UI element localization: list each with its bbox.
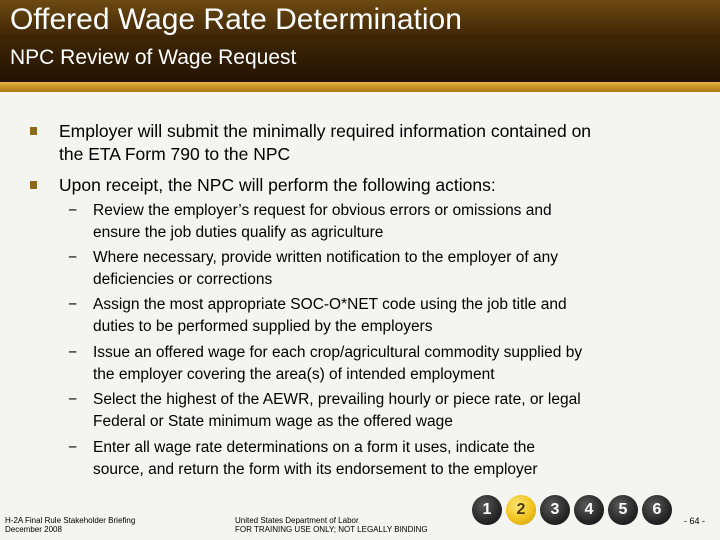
sub-item-line: Review the employer’s request for obvious errors or omissions and xyxy=(93,202,552,219)
sub-item-line: Issue an offered wage for each crop/agricultural commodity supplied by xyxy=(93,344,583,361)
dash-bullet: − xyxy=(68,439,78,456)
step-4-icon: 4 xyxy=(574,495,604,525)
footer-department-info xyxy=(235,516,428,534)
footer-briefing-info xyxy=(5,516,135,534)
footer-department-name: United States Department of Labor xyxy=(235,516,359,525)
sub-item-text xyxy=(93,294,683,338)
slide-header xyxy=(0,0,720,82)
footer-briefing-title: H-2A Final Rule Stakeholder Briefing xyxy=(5,516,136,525)
sub-item-text xyxy=(93,342,683,386)
dash-bullet: − xyxy=(68,391,78,408)
dash-bullet: − xyxy=(68,296,78,313)
sub-item-line: Assign the most appropriate SOC-O*NET code using the job title and xyxy=(93,296,567,313)
square-bullet-icon xyxy=(30,181,37,189)
step-3-icon: 3 xyxy=(540,495,570,525)
dash-bullet: − xyxy=(68,344,78,361)
square-bullet-icon xyxy=(30,127,37,135)
step-6-icon: 6 xyxy=(642,495,672,525)
sub-item-line: source, and return the form with its endorsement to the employer xyxy=(93,461,538,478)
slide-subtitle: NPC Review of Wage Request xyxy=(10,46,297,69)
sub-item-line: Federal or State minimum wage as the offered wage xyxy=(93,413,453,430)
sub-item-line: the employer covering the area(s) of intended employment xyxy=(93,366,495,383)
sub-item-line: duties to be performed supplied by the employers xyxy=(93,318,433,335)
dash-bullet: − xyxy=(68,249,78,266)
bullet-line: the ETA Form 790 to the NPC xyxy=(59,144,291,164)
sub-item-line: Enter all wage rate determinations on a form it uses, indicate the xyxy=(93,439,535,456)
bullet-line: Employer will submit the minimally required information contained on xyxy=(59,121,592,141)
sub-item-line: Select the highest of the AEWR, prevailing hourly or piece rate, or legal xyxy=(93,391,581,408)
step-2-icon: 2 xyxy=(506,495,536,525)
sub-item-text xyxy=(93,247,683,291)
sub-item-line: deficiencies or corrections xyxy=(93,271,273,288)
dash-bullet: − xyxy=(68,202,78,219)
slide-title: Offered Wage Rate Determination xyxy=(10,3,462,36)
footer-disclaimer: FOR TRAINING USE ONLY; NOT LEGALLY BINDING xyxy=(235,525,428,534)
bullet-line: Upon receipt, the NPC will perform the following actions: xyxy=(59,175,496,195)
page-number: - 64 - xyxy=(684,516,706,526)
sub-item-text xyxy=(93,389,683,433)
bullet-text xyxy=(59,120,699,166)
sub-item-text xyxy=(93,200,683,244)
sub-item-line: Where necessary, provide written notification to the employer of any xyxy=(93,249,558,266)
sub-item-line: ensure the job duties qualify as agriculture xyxy=(93,224,384,241)
step-1-icon: 1 xyxy=(472,495,502,525)
footer-briefing-date: December 2008 xyxy=(5,525,62,534)
sub-item-text xyxy=(93,437,683,481)
header-accent-bar xyxy=(0,82,720,92)
bullet-text xyxy=(59,174,699,197)
step-5-icon: 5 xyxy=(608,495,638,525)
